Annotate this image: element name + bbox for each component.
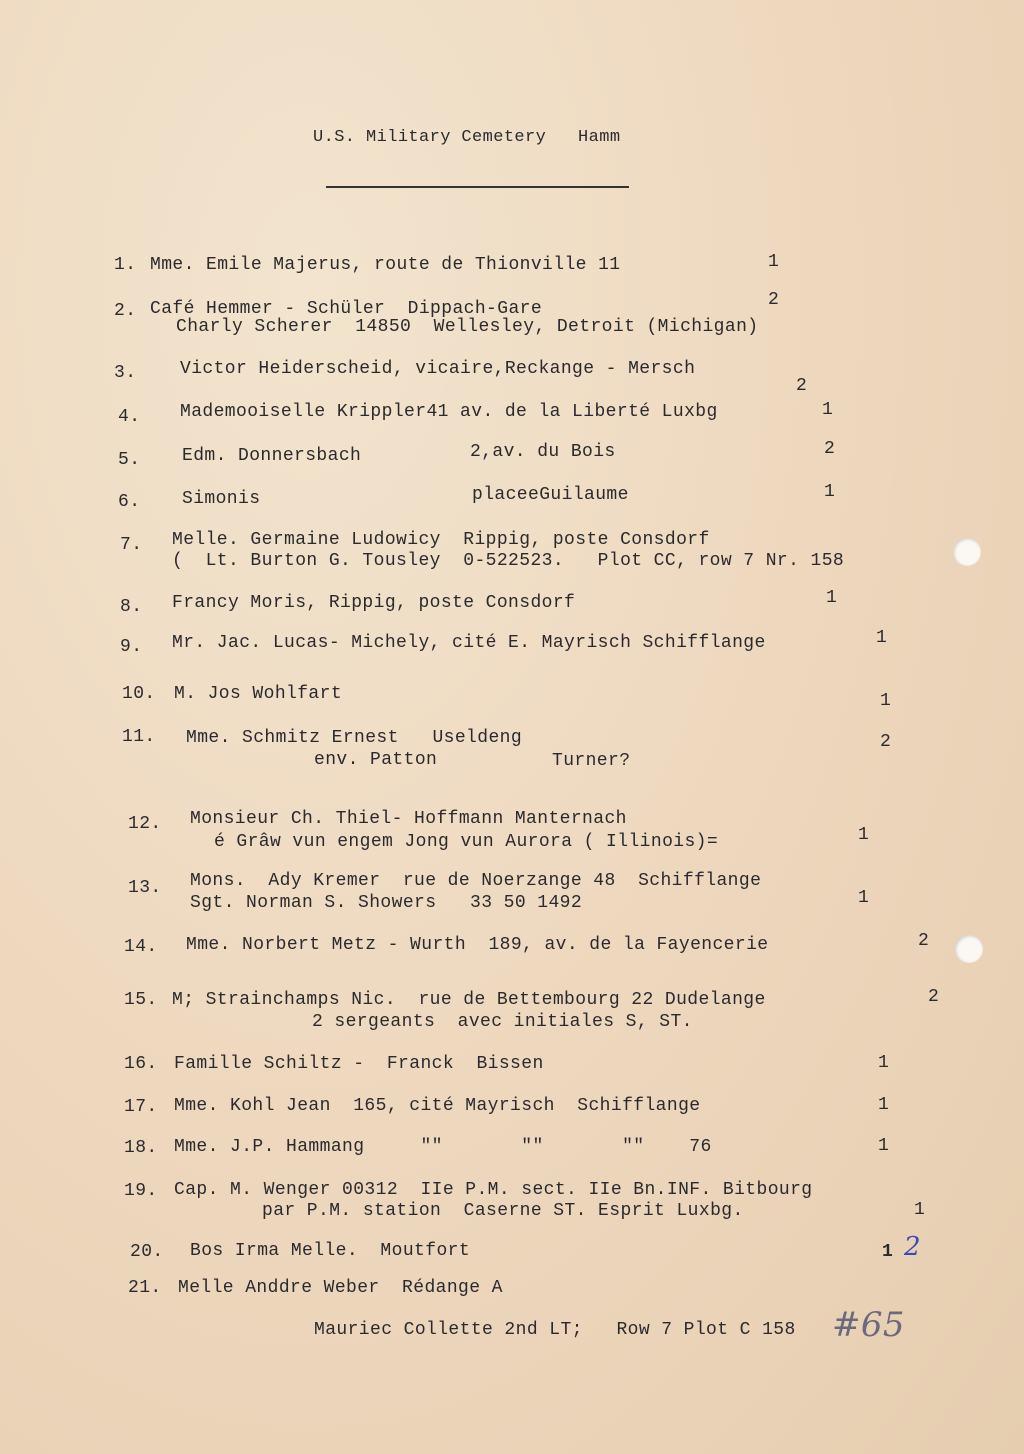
entry-line2: Sgt. Norman S. Showers 33 50 1492 bbox=[190, 893, 583, 913]
entry-number: 17. bbox=[124, 1097, 158, 1117]
entry-text: M; Strainchamps Nic. rue de Bettembourg 22 Dudelange bbox=[172, 990, 766, 1010]
entry-count: 1 bbox=[878, 1136, 890, 1156]
entry-line2-note: Turner? bbox=[552, 751, 631, 771]
entry-text: Bos Irma Melle. Moutfort bbox=[190, 1241, 471, 1261]
entry-count: 2 bbox=[768, 290, 780, 310]
punch-hole bbox=[953, 538, 981, 566]
footer-note: Mauriec Collette 2nd LT; Row 7 Plot C 158 bbox=[314, 1320, 796, 1340]
entry-count: 1 bbox=[882, 1242, 894, 1262]
entry-number: 1. bbox=[114, 255, 137, 275]
entry-text: Melle. Germaine Ludowicy Rippig, poste Consdorf bbox=[172, 530, 710, 550]
entry-text: Melle Anddre Weber Rédange A bbox=[178, 1278, 503, 1298]
entry-text: Mme. Kohl Jean 165, cité Mayrisch Schifflange bbox=[174, 1096, 701, 1116]
entry-number: 2. bbox=[114, 301, 137, 321]
entry-text: Francy Moris, Rippig, poste Consdorf bbox=[172, 593, 576, 613]
handwritten-annotation: #65 bbox=[832, 1305, 905, 1345]
entry-number: 10. bbox=[122, 684, 156, 704]
entry-line2: 2 sergeants avec initiales S, ST. bbox=[312, 1012, 693, 1032]
title-underline bbox=[326, 186, 629, 188]
entry-number: 14. bbox=[124, 937, 158, 957]
entry-count: 1 bbox=[876, 628, 888, 648]
entry-count: 1 bbox=[824, 482, 836, 502]
entry-count: 2 bbox=[918, 931, 930, 951]
entry-text: Cap. M. Wenger 00312 IIe P.M. sect. IIe Bn.INF. Bitbourg bbox=[174, 1180, 813, 1200]
entry-number: 12. bbox=[128, 814, 162, 834]
entry-count: 1 bbox=[878, 1095, 890, 1115]
entry-number: 4. bbox=[118, 407, 141, 427]
page-title: U.S. Military Cemetery Hamm bbox=[313, 128, 621, 147]
entry-number: 5. bbox=[118, 450, 141, 470]
entry-line2: ( Lt. Burton G. Tousley 0-522523. Plot CC, row 7 Nr. 158 bbox=[172, 551, 845, 571]
entry-number: 6. bbox=[118, 492, 141, 512]
entry-count: 1 bbox=[880, 691, 892, 711]
entry-text: Mme. Emile Majerus, route de Thionville 11 bbox=[150, 255, 621, 275]
entry-number: 13. bbox=[128, 878, 162, 898]
entry-number: 9. bbox=[120, 637, 143, 657]
entry-line2: Charly Scherer 14850 Wellesley, Detroit (Michigan) bbox=[176, 317, 759, 337]
entry-count: 1 bbox=[914, 1200, 926, 1220]
entry-text: Edm. Donnersbach bbox=[182, 446, 362, 466]
handwritten-count: 2 bbox=[904, 1232, 921, 1262]
entry-number: 21. bbox=[128, 1278, 162, 1298]
entry-text: Mme. J.P. Hammang "" "" "" 76 bbox=[174, 1137, 712, 1157]
punch-hole bbox=[955, 935, 983, 963]
entry-count: 1 bbox=[826, 588, 838, 608]
entry-text: Mons. Ady Kremer rue de Noerzange 48 Schifflange bbox=[190, 871, 762, 891]
entry-number: 7. bbox=[120, 535, 143, 555]
entry-number: 15. bbox=[124, 990, 158, 1010]
entry-count: 1 bbox=[768, 252, 780, 272]
entry-count: 1 bbox=[858, 825, 870, 845]
entry-address: placeeGuilaume bbox=[472, 485, 629, 505]
entry-text: Mademooiselle Krippler41 av. de la Liberté Luxbg bbox=[180, 402, 718, 422]
entry-number: 3. bbox=[114, 363, 137, 383]
entry-address: 2,av. du Bois bbox=[470, 442, 616, 462]
entry-text: Famille Schiltz - Franck Bissen bbox=[174, 1054, 544, 1074]
entry-number: 20. bbox=[130, 1242, 164, 1262]
entry-number: 8. bbox=[120, 597, 143, 617]
entry-count: 2 bbox=[796, 376, 808, 396]
entry-line2: env. Patton bbox=[314, 750, 438, 770]
entry-line2: par P.M. station Caserne ST. Esprit Luxbg. bbox=[262, 1201, 744, 1221]
entry-line2: é Grâw vun engem Jong vun Aurora ( Illinois)= bbox=[214, 832, 719, 852]
entry-text: Victor Heiderscheid, vicaire,Reckange - Mersch bbox=[180, 359, 696, 379]
entry-count: 2 bbox=[928, 987, 940, 1007]
entry-number: 11. bbox=[122, 727, 156, 747]
entry-count: 1 bbox=[822, 400, 834, 420]
entry-text: Mme. Norbert Metz - Wurth 189, av. de la Fayencerie bbox=[186, 935, 769, 955]
entry-text: Mr. Jac. Lucas- Michely, cité E. Mayrisch Schifflange bbox=[172, 633, 766, 653]
entry-text: Monsieur Ch. Thiel- Hoffmann Manternach bbox=[190, 809, 627, 829]
entry-count: 1 bbox=[858, 888, 870, 908]
entry-count: 2 bbox=[880, 732, 892, 752]
entry-number: 18. bbox=[124, 1138, 158, 1158]
entry-number: 19. bbox=[124, 1181, 158, 1201]
entry-text: Simonis bbox=[182, 489, 261, 509]
entry-text: Café Hemmer - Schüler Dippach-Gare bbox=[150, 299, 543, 319]
entry-count: 2 bbox=[824, 439, 836, 459]
entry-text: Mme. Schmitz Ernest Useldeng bbox=[186, 728, 523, 748]
entry-number: 16. bbox=[124, 1054, 158, 1074]
entry-text: M. Jos Wohlfart bbox=[174, 684, 343, 704]
entry-count: 1 bbox=[878, 1053, 890, 1073]
